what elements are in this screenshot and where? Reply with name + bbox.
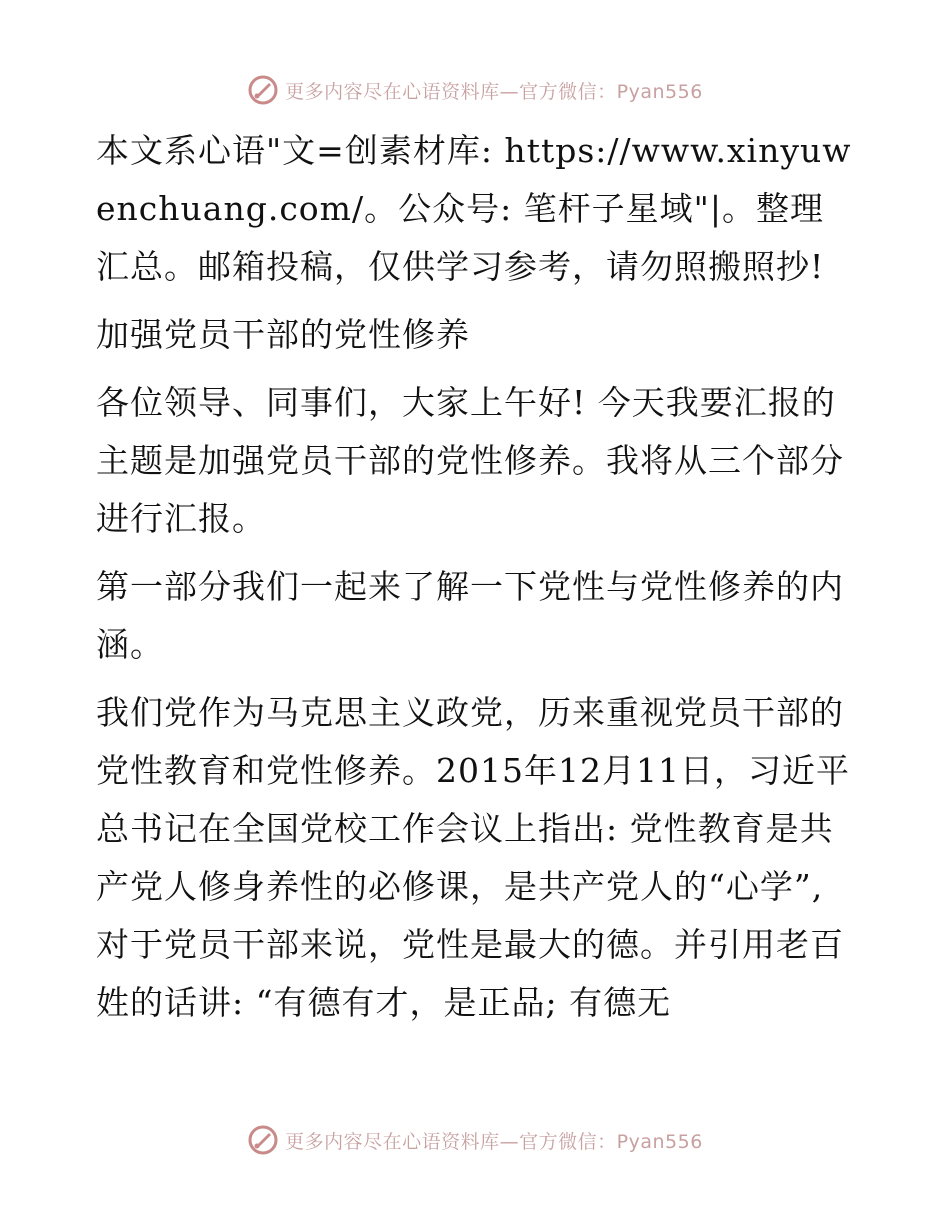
footer-watermark <box>0 1120 950 1160</box>
body-paragraph: 各位领导、同事们，大家上午好! 今天我要汇报的主题是加强党员干部的党性修养。我将从三个部分进行汇报。 <box>96 383 844 538</box>
quill-seal-icon <box>247 1124 279 1156</box>
quill-seal-icon <box>247 74 279 106</box>
header-watermark <box>0 70 950 110</box>
watermark-text: 更多内容尽在心语资料库—官方微信：Pyan556 <box>285 80 703 103</box>
watermark-text: 更多内容尽在心语资料库—官方微信：Pyan556 <box>285 1130 703 1153</box>
body-paragraph: 第一部分我们一起来了解一下党性与党性修养的内涵。 <box>96 567 844 664</box>
document-body <box>96 122 856 1042</box>
source-notice: 本文系心语"文=创素材库: https://www.xinyuwenchuang.com/。公众号: 笔杆子星域"|。整理汇总。邮箱投稿，仅供学习参考，请勿照搬照抄! <box>96 131 852 286</box>
document-title: 加强党员干部的党性修养 <box>96 315 470 354</box>
body-paragraph: 我们党作为马克思主义政党，历来重视党员干部的党性教育和党性修养。2015年12月11日，习近平总书记在全国党校工作会议上指出: 党性教育是共产党人修身养性的必修课，是共产党人的“心学”,对于党员干部来说，党性是最大的德。并引用老百姓的话讲: “有德有才，是正品; 有德无 <box>96 693 850 1022</box>
